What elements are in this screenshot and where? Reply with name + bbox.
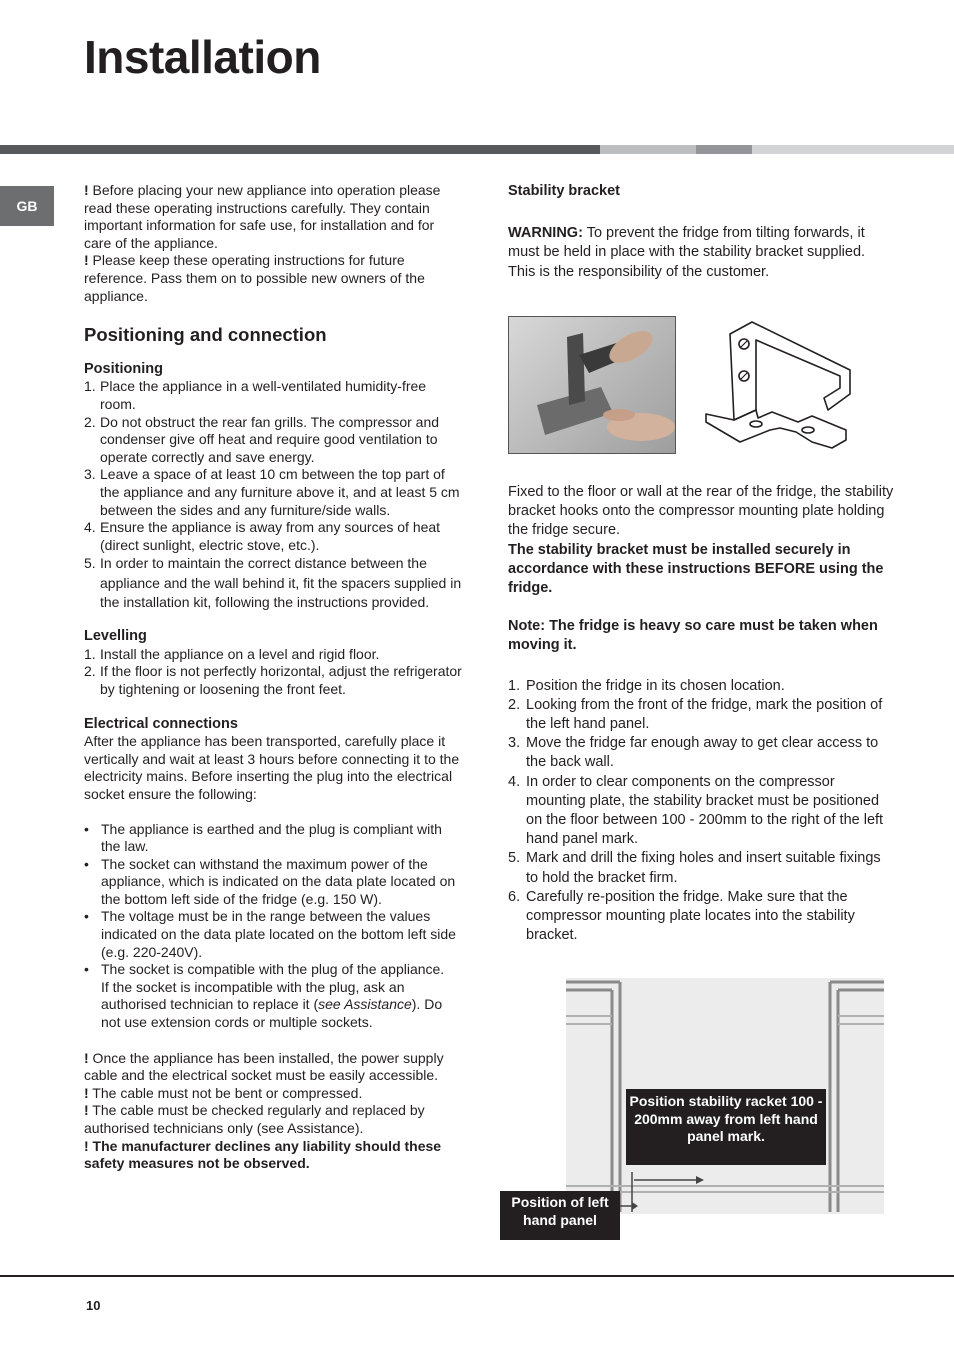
item-text: In order to clear components on the compressor mounting plate, the stability bracket must be positioned on the floor between 100 - 200mm to the right of the left hand panel mark.	[526, 773, 884, 848]
positioning-list	[84, 378, 464, 612]
header-rule-light-2	[752, 145, 954, 154]
stability-heading: Stability bracket	[508, 183, 621, 199]
item-text: Move the fridge far enough away to get clear access to the back wall.	[526, 735, 879, 771]
list-item	[84, 663, 464, 698]
list-item	[508, 888, 894, 946]
bullet-icon: •	[84, 820, 89, 837]
item-text: In order to maintain the correct distance between the appliance and the wall behind it, fit the spacers supplied in the installation kit, following the instructions provided.	[100, 555, 462, 610]
section-heading: Positioning and connection	[84, 324, 327, 346]
list-item	[84, 646, 464, 664]
placement-diagram	[500, 976, 888, 1240]
list-item	[508, 849, 894, 887]
list-item	[84, 519, 464, 554]
list-item	[508, 677, 894, 696]
stability-bracket-drawing	[700, 318, 860, 452]
liability-warning: ! The manufacturer declines any liability should these safety measures not be observed.	[84, 1137, 442, 1172]
footer-rule	[0, 1275, 954, 1277]
item-number: 2.	[84, 663, 96, 680]
warning-text: To prevent the fridge from tilting forwards, it must be held in place with the stability bracket supplied.	[508, 225, 866, 261]
warning-mark: !	[84, 1084, 89, 1101]
list-item	[84, 821, 464, 856]
language-tab: GB	[0, 186, 54, 226]
panel-position-callout: Position of left hand panel	[500, 1191, 620, 1240]
header-rule-mid	[696, 145, 752, 154]
item-number: 6.	[508, 888, 521, 905]
bullet-icon: •	[84, 908, 89, 925]
item-number: 4.	[508, 773, 521, 790]
item-number: 3.	[508, 735, 521, 752]
item-text: The voltage must be in the range between the values indicated on the data plate located on the bottom left side (e.g. 220-240V).	[101, 908, 456, 960]
list-item	[508, 734, 894, 772]
warning-text: Once the appliance has been installed, the power supply cable and the electrical socket must be easily accessible.	[84, 1049, 444, 1084]
warning-paragraph	[84, 1085, 464, 1103]
warning-mark: !	[84, 1049, 89, 1066]
electrical-intro: After the appliance has been transported, carefully place it vertically and wait at least 3 hours before connecting it to the electricity mains. Before inserting the plug into the electrical socket ensure the following:	[84, 733, 460, 802]
electrical-heading: Electrical connections	[84, 715, 238, 732]
item-number: 2.	[508, 696, 521, 713]
levelling-heading: Levelling	[84, 628, 147, 645]
warning-text: The cable must not be bent or compressed.	[88, 1084, 363, 1101]
bold-notice: The stability bracket must be installed securely in accordance with these instructions BEFORE using the fridge.	[508, 541, 884, 597]
fixed-text: Fixed to the floor or wall at the rear of the fridge, the stability bracket hooks onto the compressor mounting plate holding the fridge secure.	[508, 484, 894, 539]
warning-label: WARNING:	[508, 225, 583, 242]
item-text: Position the fridge in its chosen location.	[526, 677, 785, 694]
hand-bracket-illustration	[509, 317, 675, 453]
list-item	[84, 466, 464, 519]
right-column	[508, 182, 894, 282]
bracket-position-callout: Position stability racket 100 - 200mm away from left hand panel mark.	[626, 1089, 826, 1165]
responsibility-text: This is the responsibility of the customer.	[508, 263, 770, 280]
item-text: Place the appliance in a well-ventilated humidity-free room.	[100, 378, 427, 412]
list-item	[84, 908, 464, 961]
list-item	[508, 696, 894, 734]
warning-mark: !	[84, 252, 89, 269]
list-item	[84, 554, 464, 612]
item-text-continuation: If the socket is incompatible with the plug, ask an authorised technician to replace it (	[101, 978, 405, 1013]
item-text-continuation: ). Do not use extension cords or multiple sockets.	[101, 996, 443, 1031]
item-number: 5.	[508, 850, 521, 867]
list-item	[84, 856, 464, 909]
list-item	[84, 961, 464, 1031]
intro-paragraph-2	[84, 252, 464, 305]
intro-paragraph-1	[84, 182, 464, 252]
item-number: 5.	[84, 555, 96, 572]
item-text: The socket is compatible with the plug of the appliance.	[101, 961, 445, 978]
item-number: 3.	[84, 466, 96, 483]
levelling-list	[84, 646, 464, 699]
stability-steps	[508, 677, 894, 946]
warning-paragraph	[84, 1102, 464, 1137]
intro-text-2: Please keep these operating instructions for future reference. Pass them on to possible new owners of the appliance.	[84, 252, 425, 304]
intro-text-1: Before placing your new appliance into operation please read these operating instructions carefully. They contain important information for safe use, for installation and for care of the appliance.	[84, 182, 441, 251]
list-item	[84, 414, 464, 467]
item-text: Ensure the appliance is away from any sources of heat (direct sunlight, electric stove, etc.).	[100, 519, 441, 553]
list-item	[84, 378, 464, 413]
right-column-lower	[508, 483, 894, 945]
warning-mark: !	[84, 1102, 89, 1119]
list-item	[508, 773, 894, 850]
bullet-icon: •	[84, 961, 89, 978]
electrical-bullets	[84, 821, 464, 1032]
item-number: 2.	[84, 413, 96, 430]
item-number: 1.	[84, 645, 96, 662]
bracket-install-photo	[508, 316, 676, 454]
warning-text: The cable must be checked regularly and replaced by authorised technicians only (see Assistance).	[84, 1102, 425, 1137]
item-text: If the floor is not perfectly horizontal, adjust the refrigerator by tightening or loosening the front feet.	[100, 663, 462, 697]
warnings-block	[84, 1050, 464, 1173]
item-text: Looking from the front of the fridge, mark the position of the left hand panel.	[526, 696, 883, 733]
warning-mark: !	[84, 182, 89, 198]
stability-warning	[508, 224, 894, 262]
positioning-heading: Positioning	[84, 360, 163, 377]
left-column	[84, 182, 464, 1173]
page-number: 10	[86, 1298, 101, 1313]
warning-paragraph	[84, 1050, 464, 1085]
item-text: Install the appliance on a level and rigid floor.	[100, 645, 380, 662]
item-text: Do not obstruct the rear fan grills. The compressor and condenser give off heat and require good ventilation to operate correctly and save energy.	[100, 413, 440, 465]
item-number: 1.	[508, 677, 521, 694]
item-text: Leave a space of at least 10 cm between the top part of the appliance and any furniture above it, and at least 5 cm between the sides and any furniture/side walls.	[100, 466, 460, 518]
item-text: The socket can withstand the maximum power of the appliance, which is indicated on the data plate located on the bottom left side of the fridge (e.g. 150 W).	[101, 855, 456, 907]
header-rule-dark	[0, 145, 600, 154]
bullet-icon: •	[84, 855, 89, 872]
item-number: 4.	[84, 519, 96, 536]
heavy-note: Note: The fridge is heavy so care must be taken when moving it.	[508, 618, 878, 654]
item-text: The appliance is earthed and the plug is compliant with the law.	[101, 820, 442, 855]
header-rule-light-1	[600, 145, 696, 154]
item-number: 1.	[84, 378, 96, 395]
item-text: Carefully re-position the fridge. Make sure that the compressor mounting plate locates into the stability bracket.	[526, 888, 855, 944]
item-text: Mark and drill the fixing holes and insert suitable fixings to hold the bracket firm.	[526, 850, 881, 886]
see-assistance-ref: see Assistance	[318, 996, 412, 1013]
page-title: Installation	[84, 31, 321, 83]
